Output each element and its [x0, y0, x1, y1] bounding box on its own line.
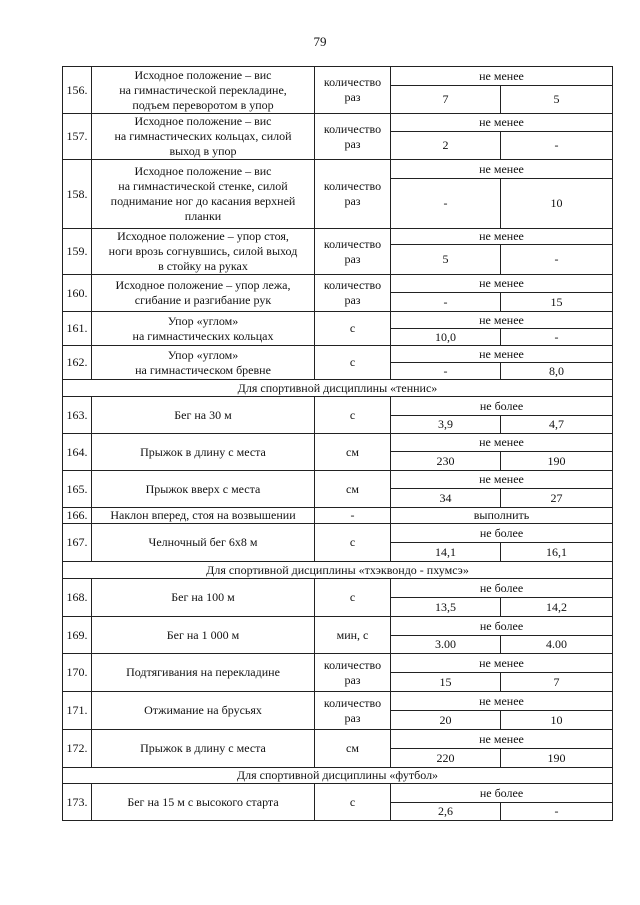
- section-row: [63, 768, 613, 784]
- section-row: [63, 380, 613, 397]
- section-title: Для спортивной дисциплины «тхэквондо - пхумсэ»: [63, 562, 613, 579]
- value-2: 4,7: [501, 416, 613, 434]
- exercise-name: Исходное положение – вис на гимнастических кольцах, силой выход в упор: [92, 114, 315, 160]
- table-row: [63, 346, 613, 363]
- unit: мин, с: [315, 617, 391, 654]
- value-1: 2: [391, 131, 501, 159]
- unit: с: [315, 312, 391, 346]
- qualifier: не менее: [391, 67, 613, 86]
- row-number: 159.: [63, 229, 92, 275]
- value-2: -: [501, 803, 613, 821]
- section-row: [63, 562, 613, 579]
- exercise-name: Бег на 1 000 м: [92, 617, 315, 654]
- row-number: 164.: [63, 434, 92, 471]
- unit: см: [315, 434, 391, 471]
- row-number: 160.: [63, 275, 92, 312]
- value-2: 4.00: [501, 636, 613, 654]
- exercise-name: Упор «углом» на гимнастических кольцах: [92, 312, 315, 346]
- section-title: Для спортивной дисциплины «теннис»: [63, 380, 613, 397]
- table-row: [63, 508, 613, 524]
- value-2: -: [501, 131, 613, 159]
- qualifier: не менее: [391, 654, 613, 673]
- row-number: 156.: [63, 67, 92, 114]
- exercise-name: Наклон вперед, стоя на возвышении: [92, 508, 315, 524]
- exercise-name: Подтягивания на перекладине: [92, 654, 315, 692]
- table-row: [63, 471, 613, 489]
- exercise-name: Бег на 100 м: [92, 579, 315, 617]
- unit: количество раз: [315, 229, 391, 275]
- value-1: 220: [391, 749, 501, 768]
- unit: с: [315, 524, 391, 562]
- value-1: 230: [391, 452, 501, 471]
- table-row: [63, 654, 613, 673]
- value-1: 20: [391, 711, 501, 730]
- exercise-name: Исходное положение – вис на гимнастической стенке, силой поднимание ног до касания верхней планки: [92, 160, 315, 229]
- unit: с: [315, 397, 391, 434]
- unit: количество раз: [315, 160, 391, 229]
- exercise-name: Отжимание на брусьях: [92, 692, 315, 730]
- qualifier: не более: [391, 397, 613, 416]
- value-1: 13,5: [391, 598, 501, 617]
- table-row: [63, 160, 613, 179]
- qualifier: не более: [391, 784, 613, 803]
- row-number: 165.: [63, 471, 92, 508]
- section-title: Для спортивной дисциплины «футбол»: [63, 768, 613, 784]
- row-number: 162.: [63, 346, 92, 380]
- value-1: 10,0: [391, 329, 501, 346]
- row-number: 170.: [63, 654, 92, 692]
- unit: количество раз: [315, 275, 391, 312]
- row-number: 171.: [63, 692, 92, 730]
- value-1: 3,9: [391, 416, 501, 434]
- value-2: 15: [501, 293, 613, 312]
- value-2: 5: [501, 86, 613, 114]
- exercise-name: Прыжок вверх с места: [92, 471, 315, 508]
- value-1: -: [391, 363, 501, 380]
- table-row: [63, 397, 613, 416]
- table-row: [63, 312, 613, 329]
- table-row: [63, 67, 613, 86]
- exercise-name: Исходное положение – упор лежа, сгибание и разгибание рук: [92, 275, 315, 312]
- exercise-name: Исходное положение – вис на гимнастической перекладине, подъем переворотом в упор: [92, 67, 315, 114]
- unit: см: [315, 471, 391, 508]
- unit: с: [315, 784, 391, 821]
- qualifier: не менее: [391, 114, 613, 132]
- table-row: [63, 730, 613, 749]
- row-number: 173.: [63, 784, 92, 821]
- value-1: 14,1: [391, 543, 501, 562]
- value-2: 7: [501, 673, 613, 692]
- table-row: [63, 524, 613, 543]
- row-number: 172.: [63, 730, 92, 768]
- qualifier: не менее: [391, 346, 613, 363]
- unit: см: [315, 730, 391, 768]
- exercise-name: Упор «углом» на гимнастическом бревне: [92, 346, 315, 380]
- unit: количество раз: [315, 654, 391, 692]
- qualifier: не менее: [391, 730, 613, 749]
- standards-table: [62, 66, 613, 821]
- row-number: 158.: [63, 160, 92, 229]
- unit: с: [315, 579, 391, 617]
- value-2: 8,0: [501, 363, 613, 380]
- row-number: 157.: [63, 114, 92, 160]
- value-1: 2,6: [391, 803, 501, 821]
- qualifier: не менее: [391, 312, 613, 329]
- table-row: [63, 229, 613, 245]
- exercise-name: Прыжок в длину с места: [92, 434, 315, 471]
- value-2: 14,2: [501, 598, 613, 617]
- table-row: [63, 617, 613, 636]
- table-row: [63, 114, 613, 132]
- value-1: 15: [391, 673, 501, 692]
- row-number: 163.: [63, 397, 92, 434]
- qualifier: не более: [391, 524, 613, 543]
- qualifier: не более: [391, 579, 613, 598]
- value-2: 16,1: [501, 543, 613, 562]
- exercise-name: Бег на 15 м с высокого старта: [92, 784, 315, 821]
- qualifier: не более: [391, 617, 613, 636]
- row-number: 161.: [63, 312, 92, 346]
- table-row: [63, 579, 613, 598]
- unit: количество раз: [315, 114, 391, 160]
- unit: с: [315, 346, 391, 380]
- value-2: 10: [501, 711, 613, 730]
- exercise-name: Бег на 30 м: [92, 397, 315, 434]
- value-2: 190: [501, 749, 613, 768]
- value-2: 27: [501, 489, 613, 508]
- result: выполнить: [391, 508, 613, 524]
- qualifier: не менее: [391, 471, 613, 489]
- value-2: 10: [501, 179, 613, 229]
- exercise-name: Прыжок в длину с места: [92, 730, 315, 768]
- qualifier: не менее: [391, 692, 613, 711]
- unit: количество раз: [315, 67, 391, 114]
- qualifier: не менее: [391, 434, 613, 452]
- value-1: 5: [391, 245, 501, 275]
- table-row: [63, 784, 613, 803]
- value-1: 34: [391, 489, 501, 508]
- value-1: 3.00: [391, 636, 501, 654]
- value-1: -: [391, 179, 501, 229]
- value-2: -: [501, 329, 613, 346]
- value-2: -: [501, 245, 613, 275]
- table-row: [63, 275, 613, 293]
- exercise-name: Исходное положение – упор стоя, ноги врозь согнувшись, силой выход в стойку на руках: [92, 229, 315, 275]
- row-number: 169.: [63, 617, 92, 654]
- qualifier: не менее: [391, 229, 613, 245]
- qualifier: не менее: [391, 160, 613, 179]
- unit: количество раз: [315, 692, 391, 730]
- row-number: 167.: [63, 524, 92, 562]
- unit: -: [315, 508, 391, 524]
- value-1: -: [391, 293, 501, 312]
- table-row: [63, 692, 613, 711]
- row-number: 168.: [63, 579, 92, 617]
- exercise-name: Челночный бег 6х8 м: [92, 524, 315, 562]
- value-2: 190: [501, 452, 613, 471]
- page-number: 79: [313, 34, 327, 49]
- table-row: [63, 434, 613, 452]
- row-number: 166.: [63, 508, 92, 524]
- qualifier: не менее: [391, 275, 613, 293]
- value-1: 7: [391, 86, 501, 114]
